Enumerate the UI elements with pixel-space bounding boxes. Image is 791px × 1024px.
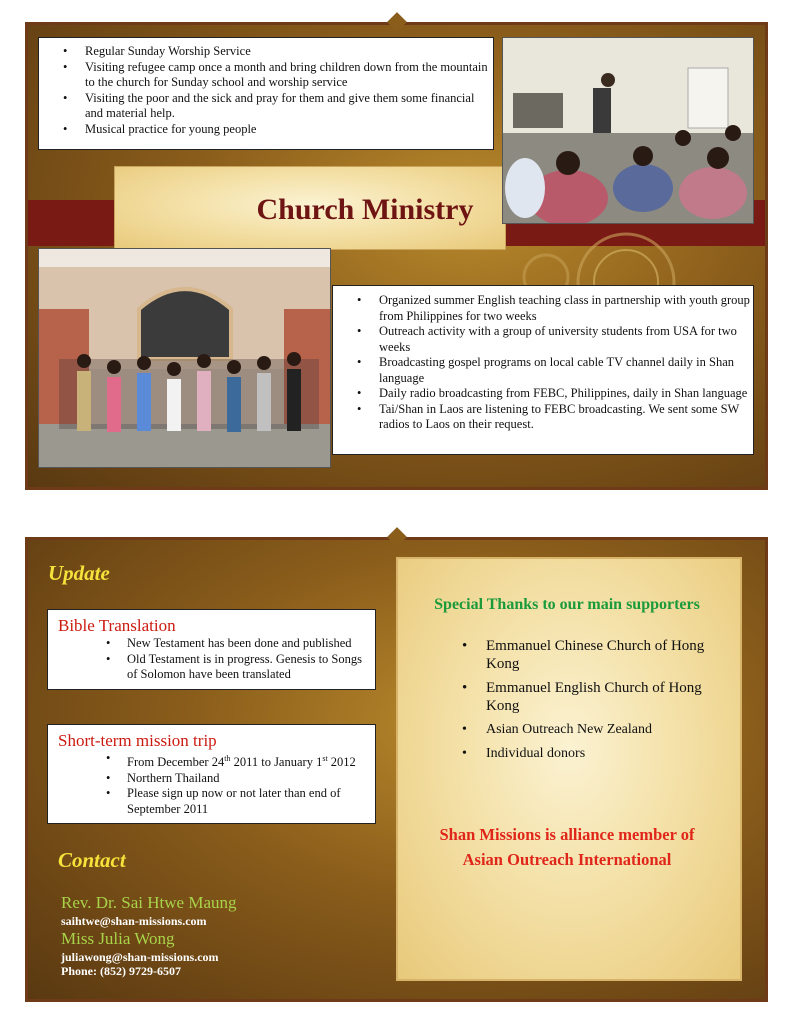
trip-date-item: • From December 24th 2011 to January 1st 2012 xyxy=(106,751,356,770)
supporters-parchment xyxy=(396,557,742,981)
supporter-item: • Asian Outreach New Zealand xyxy=(462,722,652,737)
outreach-item: • Outreach activity with a group of university students from USA for two weeks xyxy=(357,324,737,354)
trip-item: • Please sign up now or not later than end of September 2011 xyxy=(106,786,341,816)
bible-item: • Old Testament is in progress. Genesis to Songs of Solomon have been translated xyxy=(106,651,362,681)
ministry-activities-box xyxy=(38,37,494,150)
group-photo xyxy=(38,248,331,468)
gear-decoration xyxy=(506,222,676,292)
church-ministry-title: Church Ministry xyxy=(256,193,474,226)
supporter-item: • Individual donors xyxy=(462,746,586,761)
contact-email-2[interactable]: juliawong@shan-missions.com xyxy=(61,950,219,964)
activity-item: • Musical practice for young people xyxy=(63,121,257,136)
worship-service-photo xyxy=(502,37,754,224)
outreach-item: • Tai/Shan in Laos are listening to FEBC broadcasting. We sent some SW radios to Laos on their request. xyxy=(357,401,740,431)
contact-email-1[interactable]: saihtwe@shan-missions.com xyxy=(61,914,207,928)
bible-translation-title: Bible Translation xyxy=(58,616,176,635)
supporters-list xyxy=(460,637,720,769)
outreach-item: • Broadcasting gospel programs on local cable TV channel daily in Shan language xyxy=(357,355,735,385)
mission-trip-box xyxy=(47,724,376,824)
supporter-item: • Emmanuel English Church of Hong Kong xyxy=(462,680,702,714)
trip-item: • Northern Thailand xyxy=(106,770,220,785)
bible-translation-box xyxy=(47,609,376,690)
bible-item: • New Testament has been done and published xyxy=(106,636,352,650)
alliance-statement xyxy=(396,822,738,872)
supporters-title: Special Thanks to our main supporters xyxy=(434,596,700,613)
activity-item: • Regular Sunday Worship Service xyxy=(63,44,251,58)
contact-name-1: Rev. Dr. Sai Htwe Maung xyxy=(61,893,237,912)
supporter-item: • Emmanuel Chinese Church of Hong Kong xyxy=(462,638,705,672)
outreach-activities-box xyxy=(332,285,754,455)
alliance-line-1: Shan Missions is alliance member of xyxy=(439,825,695,844)
activity-item: • Visiting refugee camp once a month and bring children down from the mountain to the church for Sunday school and worship service xyxy=(63,59,488,89)
contact-name-2: Miss Julia Wong xyxy=(61,929,175,948)
contact-heading: Contact xyxy=(58,848,126,872)
mission-trip-title: Short-term mission trip xyxy=(58,731,217,750)
alliance-line-2: Asian Outreach International xyxy=(462,850,672,869)
outreach-item: • Organized summer English teaching class in partnership with youth group from Philippines for two weeks xyxy=(357,293,750,323)
outreach-item: • Daily radio broadcasting from FEBC, Philippines, daily in Shan language xyxy=(357,386,748,400)
activity-item: • Visiting the poor and the sick and pray for them and give them some financial and material help. xyxy=(63,90,475,120)
contact-phone: Phone: (852) 9729-6507 xyxy=(61,964,181,978)
update-heading: Update xyxy=(48,561,110,585)
